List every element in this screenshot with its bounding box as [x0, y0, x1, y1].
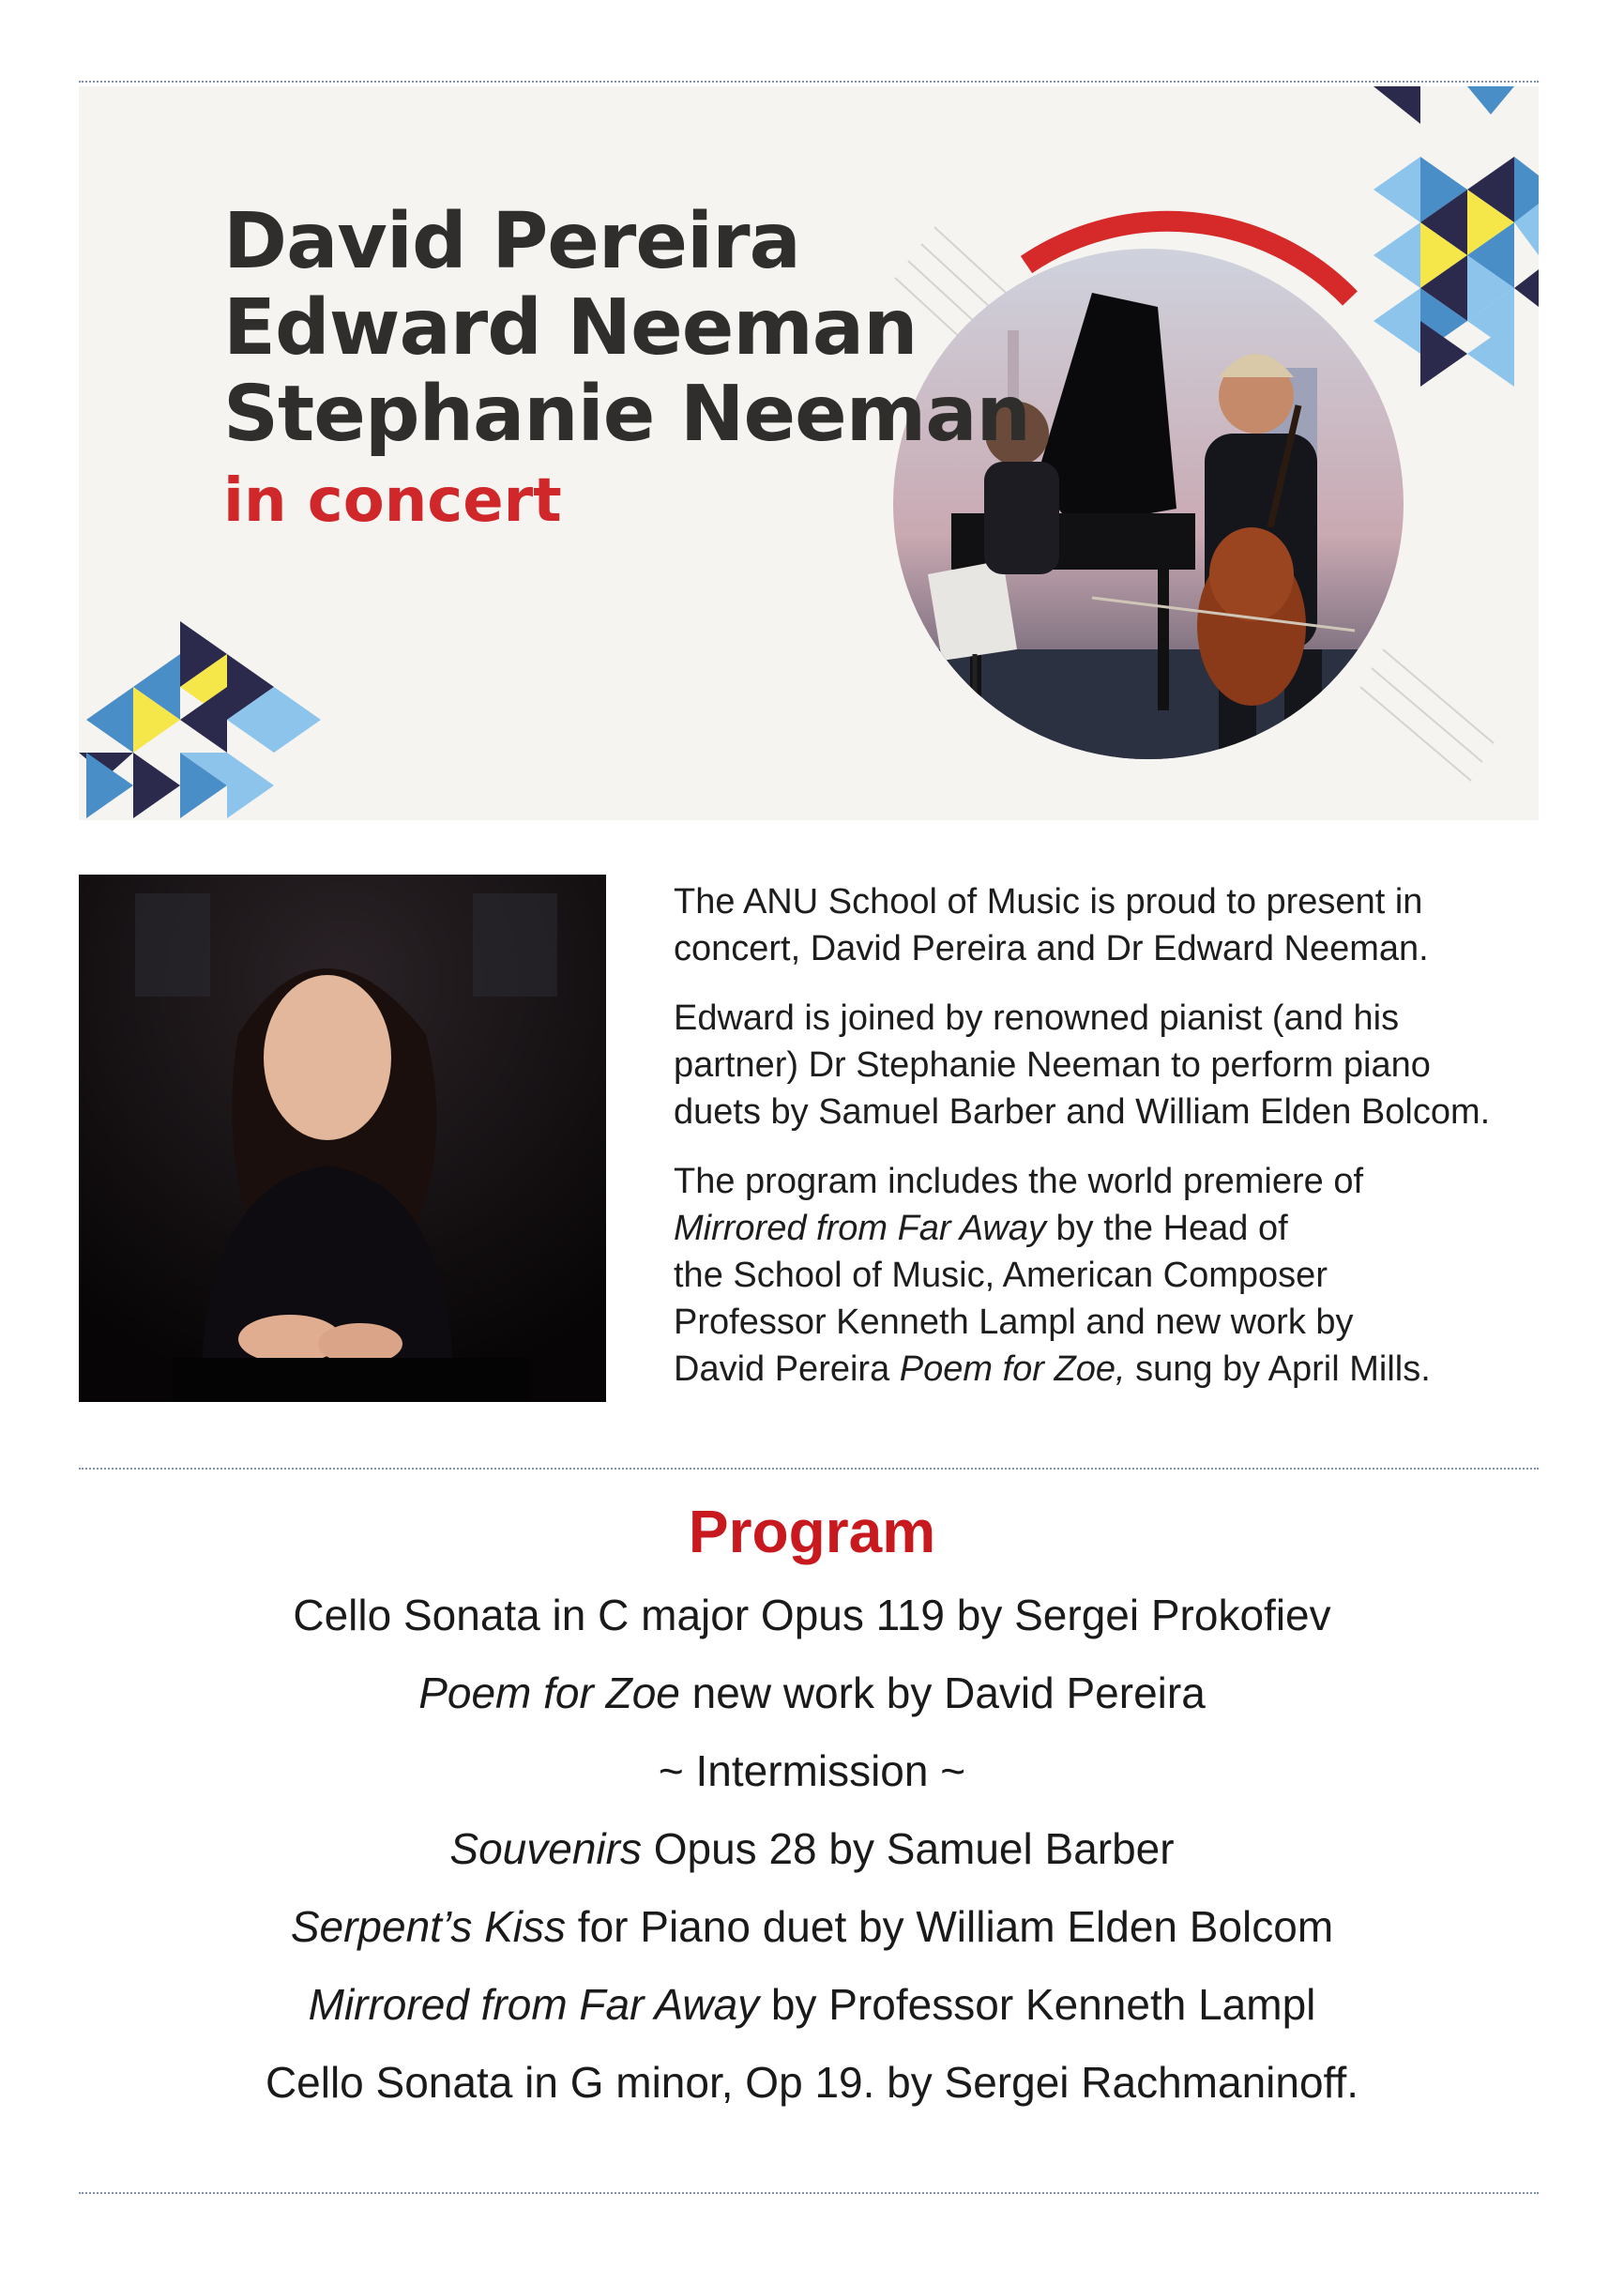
intro-p3-line-1: The program includes the world premiere of: [674, 1162, 1364, 1201]
performer-name-3: Stephanie Neeman: [223, 370, 1030, 459]
performer-name-1: David Pereira: [223, 197, 800, 286]
banner-title-block: [223, 199, 1030, 539]
program-list: [0, 1577, 1624, 2122]
program-item-6-title: Mirrored from Far Away: [308, 1980, 760, 2029]
program-item-2-title: Poem for Zoe: [418, 1668, 680, 1717]
program-item-7: [0, 2044, 1624, 2122]
pianist-portrait-photo-icon: [79, 875, 606, 1402]
intro-text: [674, 878, 1546, 1415]
intro-p3-line-2-rest: by the Head of: [1045, 1209, 1288, 1248]
intro-p3-line-5-pre: David Pereira: [674, 1349, 900, 1389]
in-concert-subtitle: in concert: [223, 466, 562, 536]
intro-paragraph-2: [674, 995, 1546, 1135]
program-item-1: [0, 1577, 1624, 1654]
performer-name-2: Edward Neeman: [223, 283, 918, 373]
program-item-5-text: for Piano duet by William Elden Bolcom: [566, 1902, 1334, 1951]
program-item-6: [0, 1966, 1624, 2044]
bottom-divider: [79, 2192, 1539, 2194]
program-item-2: [0, 1654, 1624, 1732]
top-divider: [79, 81, 1539, 83]
intro-p2-line-1: Edward is joined by renowned pianist (and his: [674, 998, 1400, 1038]
pianist-portrait: [79, 875, 606, 1402]
intro-p2-line-2: partner) Dr Stephanie Neeman to perform piano: [674, 1045, 1431, 1085]
program-item-1-text: Cello Sonata in C major Opus 119 by Sergei Prokofiev: [293, 1591, 1331, 1639]
intro-paragraph-1: [674, 878, 1546, 972]
intro-p3-line-5-post: sung by April Mills.: [1125, 1349, 1431, 1389]
intro-p3-line-4: Professor Kenneth Lampl and new work by: [674, 1303, 1354, 1342]
intro-paragraph-3: [674, 1158, 1546, 1393]
program-item-4: [0, 1810, 1624, 1888]
program-item-2-text: new work by David Pereira: [679, 1668, 1206, 1717]
middle-divider: [79, 1468, 1539, 1470]
program-heading: Program: [688, 1498, 936, 1565]
program-item-5: [0, 1888, 1624, 1966]
intro-p2-line-3: duets by Samuel Barber and William Elden Bolcom.: [674, 1092, 1491, 1132]
program-item-4-title: Souvenirs: [449, 1824, 642, 1873]
program-item-4-text: Opus 28 by Samuel Barber: [641, 1824, 1175, 1873]
program-item-5-title: Serpent’s Kiss: [290, 1902, 567, 1951]
program-item-3-text: ~ Intermission ~: [658, 1746, 966, 1795]
intro-p3-line-2: [674, 1205, 1546, 1252]
triangle-cluster-bottom-left-icon: [79, 621, 321, 818]
concert-banner: [79, 86, 1539, 820]
intro-p1-line-1: The ANU School of Music is proud to present in: [674, 882, 1423, 922]
intro-p3-line-3: the School of Music, American Composer: [674, 1256, 1328, 1295]
intro-p1-line-2: concert, David Pereira and Dr Edward Neeman.: [674, 929, 1429, 968]
intro-p3-line-5: [674, 1346, 1546, 1393]
program-item-3: [0, 1732, 1624, 1810]
triangle-cluster-top-right-icon: [1374, 86, 1539, 387]
work-title-poem: Poem for Zoe,: [899, 1349, 1126, 1389]
program-item-7-text: Cello Sonata in G minor, Op 19. by Sergei Rachmaninoff.: [265, 2058, 1359, 2107]
work-title-mirrored: Mirrored from Far Away: [674, 1209, 1046, 1248]
program-item-6-text: by Professor Kenneth Lampl: [759, 1980, 1316, 2029]
